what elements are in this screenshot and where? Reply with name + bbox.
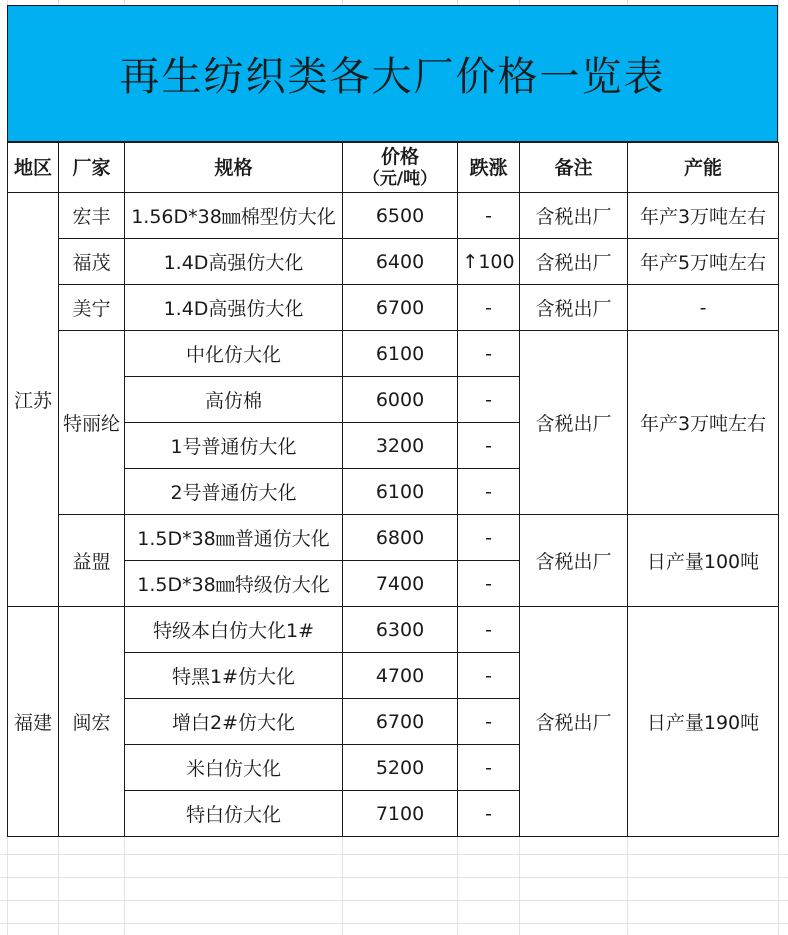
price-table <box>7 142 779 837</box>
page-title: 再生纺织类各大厂价格一览表 <box>119 54 666 100</box>
price-cell: 7100 <box>343 791 458 837</box>
spec-cell: 特白仿大化 <box>125 791 343 837</box>
spec-cell: 增白2#仿大化 <box>125 699 343 745</box>
table-row <box>8 607 779 653</box>
header-factory: 厂家 <box>59 143 125 193</box>
region-cell: 福建 <box>8 607 59 837</box>
price-cell: 6800 <box>343 515 458 561</box>
change-cell: ↑100 <box>458 239 520 285</box>
change-cell: - <box>458 193 520 239</box>
change-cell: - <box>458 699 520 745</box>
header-capacity: 产能 <box>628 143 779 193</box>
factory-cell: 宏丰 <box>59 193 125 239</box>
spec-cell: 高仿棉 <box>125 377 343 423</box>
table-row <box>8 331 779 377</box>
capacity-cell: 日产量100吨 <box>628 515 779 607</box>
change-cell: - <box>458 469 520 515</box>
change-cell: - <box>458 423 520 469</box>
table-row <box>8 285 779 331</box>
header-region: 地区 <box>8 143 59 193</box>
note-cell: 含税出厂 <box>520 193 628 239</box>
change-cell: - <box>458 377 520 423</box>
change-cell: - <box>458 791 520 837</box>
factory-cell: 福茂 <box>59 239 125 285</box>
price-cell: 6300 <box>343 607 458 653</box>
header-change: 跌涨 <box>458 143 520 193</box>
region-cell: 江苏 <box>8 193 59 607</box>
price-cell: 4700 <box>343 653 458 699</box>
price-cell: 6100 <box>343 331 458 377</box>
note-cell: 含税出厂 <box>520 239 628 285</box>
header-spec: 规格 <box>125 143 343 193</box>
factory-cell: 特丽纶 <box>59 331 125 515</box>
capacity-cell: 年产5万吨左右 <box>628 239 779 285</box>
header-row <box>8 143 779 193</box>
change-cell: - <box>458 331 520 377</box>
price-cell: 6700 <box>343 699 458 745</box>
change-cell: - <box>458 653 520 699</box>
price-cell: 7400 <box>343 561 458 607</box>
spec-cell: 2号普通仿大化 <box>125 469 343 515</box>
spec-cell: 中化仿大化 <box>125 331 343 377</box>
price-cell: 5200 <box>343 745 458 791</box>
note-cell: 含税出厂 <box>520 607 628 837</box>
factory-cell: 闽宏 <box>59 607 125 837</box>
note-cell: 含税出厂 <box>520 331 628 515</box>
price-cell: 6400 <box>343 239 458 285</box>
capacity-cell: 年产3万吨左右 <box>628 331 779 515</box>
spec-cell: 特级本白仿大化1# <box>125 607 343 653</box>
spec-cell: 米白仿大化 <box>125 745 343 791</box>
factory-cell: 美宁 <box>59 285 125 331</box>
price-cell: 6700 <box>343 285 458 331</box>
change-cell: - <box>458 561 520 607</box>
price-cell: 6500 <box>343 193 458 239</box>
spec-cell: 1.4D高强仿大化 <box>125 285 343 331</box>
capacity-cell: 年产3万吨左右 <box>628 193 779 239</box>
price-cell: 6000 <box>343 377 458 423</box>
change-cell: - <box>458 285 520 331</box>
table-row <box>8 193 779 239</box>
spec-cell: 1.5D*38㎜普通仿大化 <box>125 515 343 561</box>
spec-cell: 1.4D高强仿大化 <box>125 239 343 285</box>
change-cell: - <box>458 607 520 653</box>
title-banner <box>7 5 778 142</box>
price-cell: 6100 <box>343 469 458 515</box>
spec-cell: 1号普通仿大化 <box>125 423 343 469</box>
capacity-cell: 日产量190吨 <box>628 607 779 837</box>
note-cell: 含税出厂 <box>520 285 628 331</box>
capacity-cell: - <box>628 285 779 331</box>
header-price <box>343 143 458 193</box>
factory-cell: 益盟 <box>59 515 125 607</box>
spec-cell: 特黑1#仿大化 <box>125 653 343 699</box>
change-cell: - <box>458 515 520 561</box>
spec-cell: 1.56D*38㎜棉型仿大化 <box>125 193 343 239</box>
note-cell: 含税出厂 <box>520 515 628 607</box>
table-row <box>8 239 779 285</box>
header-price-label: 价格 <box>380 145 419 168</box>
price-cell: 3200 <box>343 423 458 469</box>
change-cell: - <box>458 745 520 791</box>
header-price-unit: （元/吨） <box>362 168 438 189</box>
spec-cell: 1.5D*38㎜特级仿大化 <box>125 561 343 607</box>
table-row <box>8 515 779 561</box>
header-note: 备注 <box>520 143 628 193</box>
